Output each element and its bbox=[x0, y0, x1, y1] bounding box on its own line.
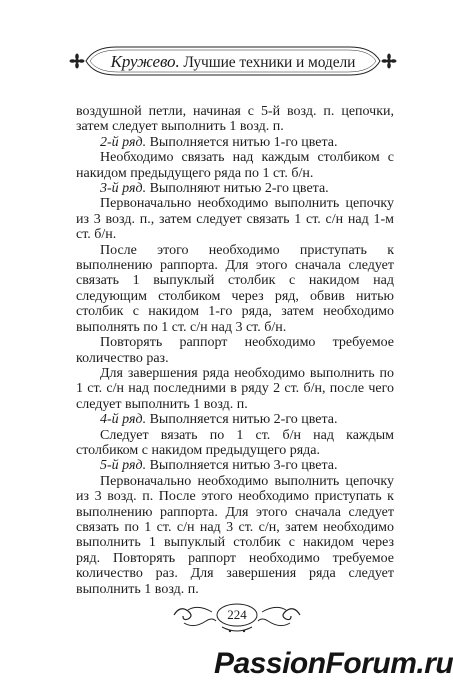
body-text bbox=[76, 104, 394, 597]
row-label: 4-й ряд. bbox=[100, 412, 147, 428]
paragraph-text: Следует вязать по 1 ст. б/н над каждым столбиком с накидом предыдущего ряда. bbox=[76, 427, 394, 458]
paragraph bbox=[76, 181, 394, 196]
paragraph-text: Выполняется нитью 1-го цвета. bbox=[146, 134, 338, 150]
paragraph-text: Выполняется нитью 3-го цвета. bbox=[146, 458, 338, 474]
paragraph-text: Выполняется нитью 2-го цвета. bbox=[146, 412, 338, 428]
paragraph-text: Первоначально необходимо выполнить цепочку из 3 возд. п. После этого необходимо приступать к выполнению раппорта. Для этого сначала следует связать по 1 ст. с/н над 3 ст. с/н, затем необходимо выполнить 1 выпуклый столбик с накидом через ряд. Повторять раппорт необходимо требуемое количество раз. Для завершения ряда следует выполнить 1 возд. п. bbox=[76, 473, 394, 597]
header-title-rest: Лучшие техники и модели bbox=[179, 54, 356, 71]
paragraph bbox=[76, 135, 394, 150]
row-label: 3-й ряд. bbox=[100, 181, 147, 197]
running-header bbox=[68, 44, 398, 78]
paragraph-text: После этого необходимо приступать к выполнению раппорта. Для этого сначала следует связать 1 выпуклый столбик с накидом над следующим столбиком через ряд, обвив нитью столбик с накидом 1-го ряда, затем необходимо выполнять по 1 ст. с/н над 3 ст. б/н. bbox=[76, 242, 394, 335]
row-label: 2-й ряд. bbox=[100, 134, 147, 150]
paragraph bbox=[76, 366, 394, 412]
paragraph-text: Для завершения ряда необходимо выполнить по 1 ст. с/н над последними в ряду 2 ст. б/н, после чего следует выполнить 1 возд. п. bbox=[76, 365, 394, 412]
header-title-italic: Кружево. bbox=[110, 52, 180, 71]
paragraph bbox=[76, 196, 394, 242]
paragraph bbox=[76, 104, 394, 135]
paragraph bbox=[76, 150, 394, 181]
page-footer bbox=[172, 601, 302, 635]
header-title bbox=[68, 52, 398, 72]
paragraph bbox=[76, 474, 394, 597]
row-label: 5-й ряд. bbox=[100, 458, 147, 474]
paragraph bbox=[76, 428, 394, 459]
watermark: PassionForum.ru bbox=[214, 647, 453, 680]
paragraph-text: Выполняют нитью 2-го цвета. bbox=[146, 181, 329, 197]
paragraph bbox=[76, 412, 394, 427]
paragraph-text: Повторять раппорт необходимо требуемое количество раз. bbox=[76, 335, 394, 366]
paragraph bbox=[76, 335, 394, 366]
page-number: 224 bbox=[227, 607, 247, 622]
paragraph bbox=[76, 458, 394, 473]
paragraph-text: воздушной петли, начиная с 5-й возд. п. цепочки, затем следует выполнить 1 возд. п. bbox=[76, 104, 394, 135]
paragraph bbox=[76, 243, 394, 335]
paragraph-text: Первоначально необходимо выполнить цепочку из 3 возд. п., затем следует связать 1 ст. с/н над 1-м ст. б/н. bbox=[76, 196, 394, 243]
paragraph-text: Необходимо связать над каждым столбиком с накидом предыдущего ряда по 1 ст. б/н. bbox=[76, 150, 394, 181]
